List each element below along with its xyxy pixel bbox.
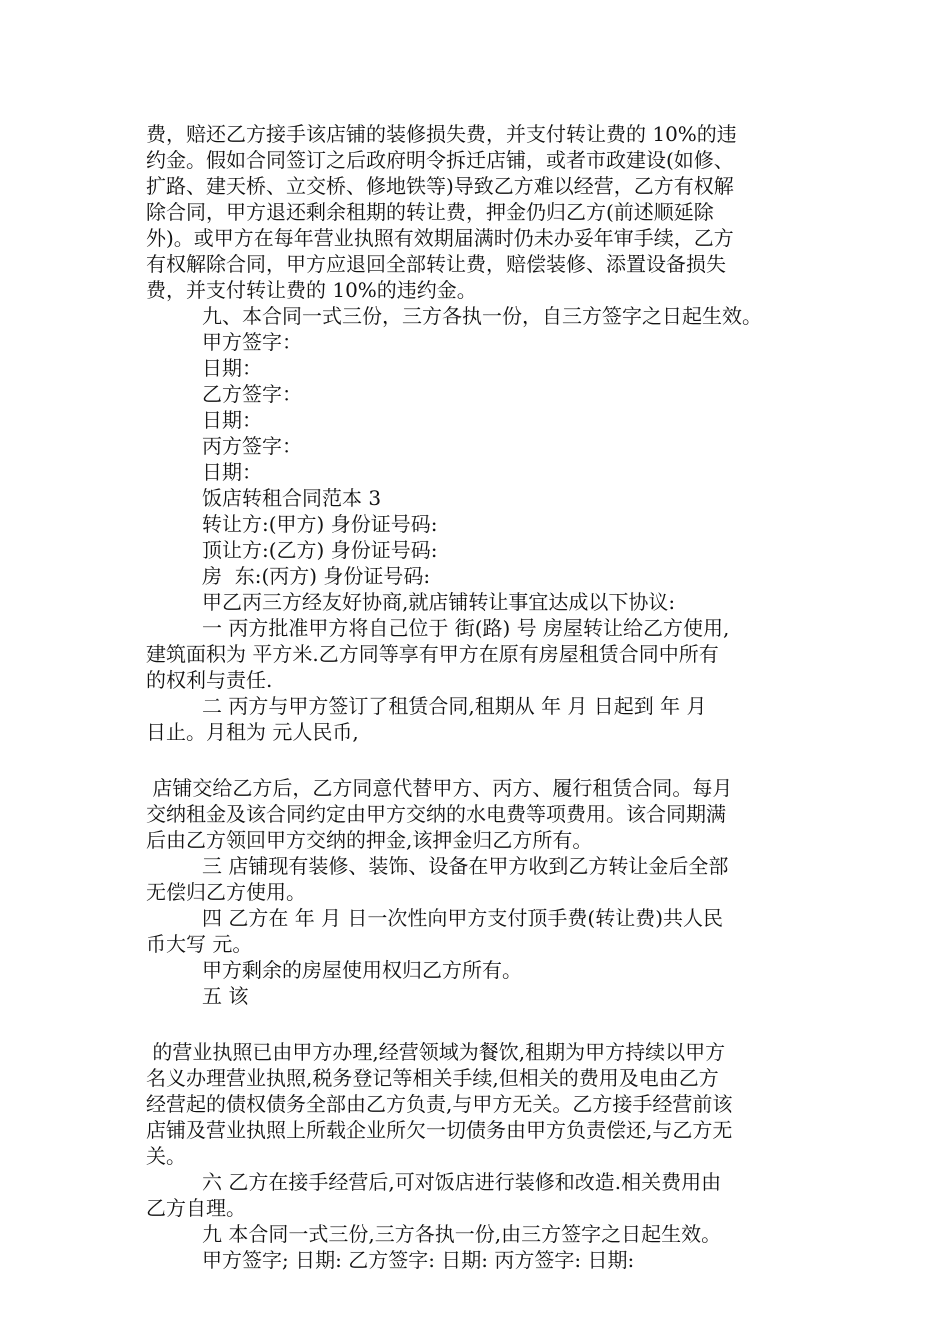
text-line: 的营业执照已由甲方办理,经营领域为餐饮,租期为甲方持续以甲方 [146,1040,726,1064]
clause-nine-line: 九、本合同一式三份，三方各执一份，自三方签字之日起生效。 [202,304,762,328]
text-line: 有权解除合同，甲方应退回全部转让费，赔偿装修、添置设备损失 [146,252,726,276]
text-line: 后由乙方领回甲方交纳的押金,该押金归乙方所有。 [146,828,593,852]
clause-two-line: 二 丙方与甲方签订了租赁合同,租期从 年 月 日起到 年 月 [202,694,707,718]
agreement-intro: 甲乙丙三方经友好协商,就店铺转让事宜达成以下协议: [202,590,676,614]
text-line: 建筑面积为 平方米.乙方同等享有甲方在原有房屋租赁合同中所有 [146,642,719,666]
text-line: 乙方自理。 [146,1196,246,1220]
clause-six-line: 六 乙方在接手经营后,可对饭店进行装修和改造.相关费用由 [202,1170,722,1194]
clause-one-line: 一 丙方批准甲方将自己位于 街(路) 号 房屋转让给乙方使用, [202,616,730,640]
text-line: 外)。或甲方在每年营业执照有效期届满时仍未办妥年审手续，乙方 [146,226,734,250]
text-line: 费，并支付转让费的 10%的违约金。 [146,278,477,302]
party-line: 房 东:(丙方) 身份证号码: [202,564,431,588]
text-line: 约金。假如合同签订之后政府明令拆迁店铺，或者市政建设(如修、 [146,148,734,172]
text-line: 扩路、建天桥、立交桥、修地铁等)导致乙方难以经营，乙方有权解 [146,174,734,198]
date-line: 日期： [202,356,262,380]
text-line: 无偿归乙方使用。 [146,880,306,904]
text-line: 币大写 元。 [146,932,253,956]
text-line: 交纳租金及该合同约定由甲方交纳的水电费等项费用。该合同期满 [146,802,726,826]
document-body [146,121,826,1273]
signature-summary-line: 甲方签字; 日期: 乙方签字: 日期: 丙方签字: 日期: [202,1248,635,1272]
text-line: 店铺交给乙方后，乙方同意代替甲方、丙方、履行租赁合同。每月 [146,776,733,800]
text-line: 甲方剩余的房屋使用权归乙方所有。 [202,958,522,982]
blank-gap [146,745,826,775]
clause-nine-line: 九 本合同一式三份,三方各执一份,由三方签字之日起生效。 [202,1222,722,1246]
text-line: 除合同，甲方退还剩余租期的转让费，押金仍归乙方(前述顺延除 [146,200,714,224]
clause-three-line: 三 店铺现有装修、装饰、设备在甲方收到乙方转让金后全部 [202,854,729,878]
text-line: 费，赔还乙方接手该店铺的装修损失费，并支付转让费的 10%的违 [146,122,737,146]
party-line: 转让方:(甲方) 身份证号码: [202,512,438,536]
signature-line: 丙方签字： [202,434,302,458]
section-title: 饭店转租合同范本 3 [202,486,382,510]
text-line: 的权利与责任. [146,668,273,692]
text-line: 名义办理营业执照,税务登记等相关手续,但相关的费用及电由乙方 [146,1066,719,1090]
blank-gap [146,1009,826,1039]
date-line: 日期： [202,460,262,484]
text-line: 店铺及营业执照上所载企业所欠一切债务由甲方负责偿还,与乙方无 [146,1118,733,1142]
signature-line: 甲方签字： [202,330,302,354]
clause-four-line: 四 乙方在 年 月 日一次性向甲方支付顶手费(转让费)共人民 [202,906,724,930]
text-line: 关。 [146,1144,186,1168]
date-line: 日期： [202,408,262,432]
party-line: 顶让方:(乙方) 身份证号码: [202,538,438,562]
clause-five-line: 五 该 [202,984,249,1008]
text-line: 日止。月租为 元人民币, [146,720,359,744]
text-line: 经营起的债权债务全部由乙方负责,与甲方无关。乙方接手经营前该 [146,1092,733,1116]
signature-line: 乙方签字： [202,382,302,406]
